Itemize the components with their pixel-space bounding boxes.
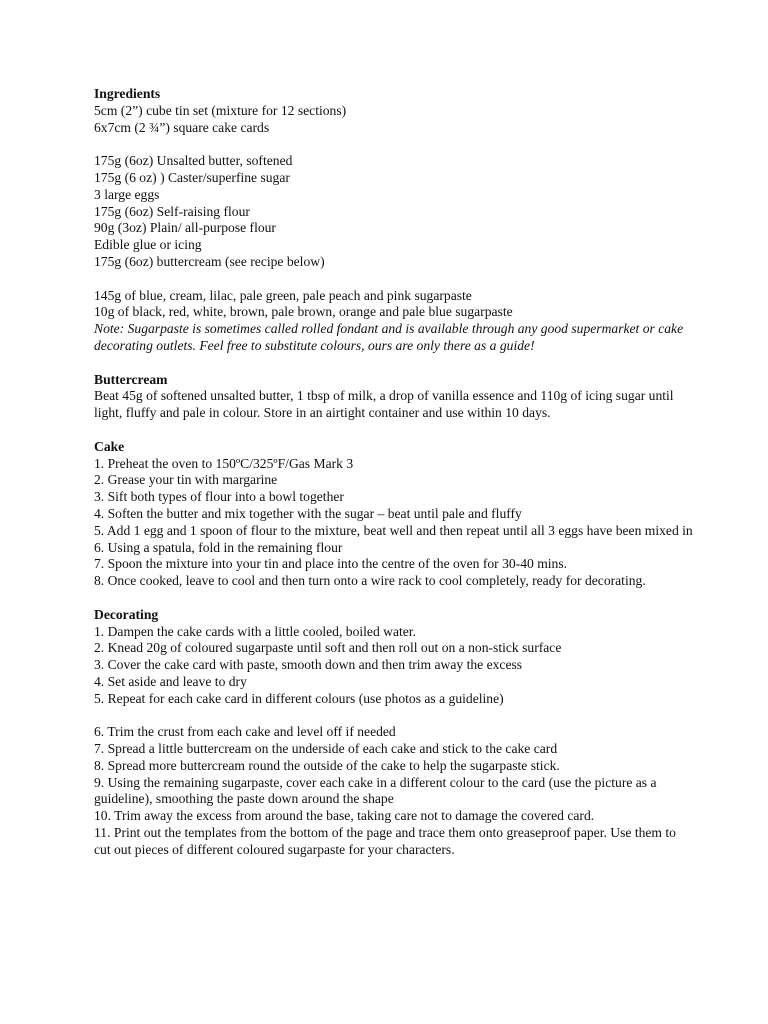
cake-step: 4. Soften the butter and mix together with the sugar – beat until pale and fluffy (94, 505, 522, 521)
equipment-item: 6x7cm (2 ¾”) square cake cards (94, 119, 270, 135)
ingredient-item: 3 large eggs (94, 186, 160, 202)
decorating-step: 4. Set aside and leave to dry (94, 673, 247, 689)
ingredient-item: 90g (3oz) Plain/ all-purpose flour (94, 220, 276, 236)
decorating-step: 1. Dampen the cake cards with a little cooled, boiled water. (94, 623, 416, 639)
blank-line (94, 271, 694, 288)
cake-step: 7. Spoon the mixture into your tin and place into the centre of the oven for 30-40 mins. (94, 556, 568, 572)
ingredient-item: 175g (6 oz) ) Caster/superfine sugar (94, 169, 290, 185)
cake-step: 2. Grease your tin with margarine (94, 472, 278, 488)
ingredient-item: Edible glue or icing (94, 237, 202, 253)
recipe-document (94, 86, 694, 859)
decorating-step: 6. Trim the crust from each cake and level off if needed (94, 724, 396, 740)
cake-step: 1. Preheat the oven to 150ºC/325ºF/Gas Mark 3 (94, 455, 354, 471)
decorating-step: 2. Knead 20g of coloured sugarpaste until soft and then roll out on a non-stick surface (94, 640, 562, 656)
equipment-item: 5cm (2”) cube tin set (mixture for 12 sections) (94, 102, 347, 118)
cake-step: 5. Add 1 egg and 1 spoon of flour to the mixture, beat well and then repeat until all 3 eggs have been mixed in (94, 522, 693, 538)
sugarpaste-note: Note: Sugarpaste is sometimes called rolled fondant and is available through any good supermarket or cake decorating outlets. Feel free to substitute colours, ours are only there as a guide! (94, 321, 684, 353)
decorating-step: 7. Spread a little buttercream on the underside of each cake and stick to the cake card (94, 741, 558, 757)
decorating-heading: Decorating (94, 606, 159, 622)
decorating-step: 9. Using the remaining sugarpaste, cover each cake in a different colour to the card (use the picture as a guideline), smoothing the paste down around the shape (94, 774, 657, 807)
ingredient-item: 175g (6oz) Self-raising flour (94, 203, 250, 219)
blank-line (94, 136, 694, 153)
buttercream-text: Beat 45g of softened unsalted butter, 1 tbsp of milk, a drop of vanilla essence and 110g of icing sugar until light, fluffy and pale in colour. Store in an airtight container and use within 10 days. (94, 388, 674, 421)
cake-step: 8. Once cooked, leave to cool and then turn onto a wire rack to cool completely, ready for decorating. (94, 573, 646, 589)
decorating-step: 11. Print out the templates from the bottom of the page and trace them onto greaseproof paper. Use them to cut out pieces of different coloured sugarpaste for your characters. (94, 825, 676, 857)
sugarpaste-item: 145g of blue, cream, lilac, pale green, pale peach and pink sugarpaste (94, 287, 472, 303)
blank-line (94, 355, 694, 372)
decorating-step: 10. Trim away the excess from around the base, taking care not to damage the covered card. (94, 808, 595, 824)
sugarpaste-item: 10g of black, red, white, brown, pale brown, orange and pale blue sugarpaste (94, 304, 513, 320)
decorating-step: 8. Spread more buttercream round the outside of the cake to help the sugarpaste stick. (94, 757, 560, 773)
decorating-step: 5. Repeat for each cake card in different colours (use photos as a guideline) (94, 690, 504, 706)
cake-heading: Cake (94, 438, 125, 454)
blank-line (94, 590, 694, 607)
decorating-step: 3. Cover the cake card with paste, smooth down and then trim away the excess (94, 657, 523, 673)
ingredient-item: 175g (6oz) Unsalted butter, softened (94, 153, 293, 169)
cake-step: 6. Using a spatula, fold in the remaining flour (94, 539, 343, 555)
blank-line (94, 707, 694, 724)
buttercream-heading: Buttercream (94, 371, 168, 387)
cake-step: 3. Sift both types of flour into a bowl together (94, 489, 344, 505)
ingredient-item: 175g (6oz) buttercream (see recipe below) (94, 253, 325, 269)
ingredients-heading: Ingredients (94, 86, 161, 101)
blank-line (94, 422, 694, 439)
